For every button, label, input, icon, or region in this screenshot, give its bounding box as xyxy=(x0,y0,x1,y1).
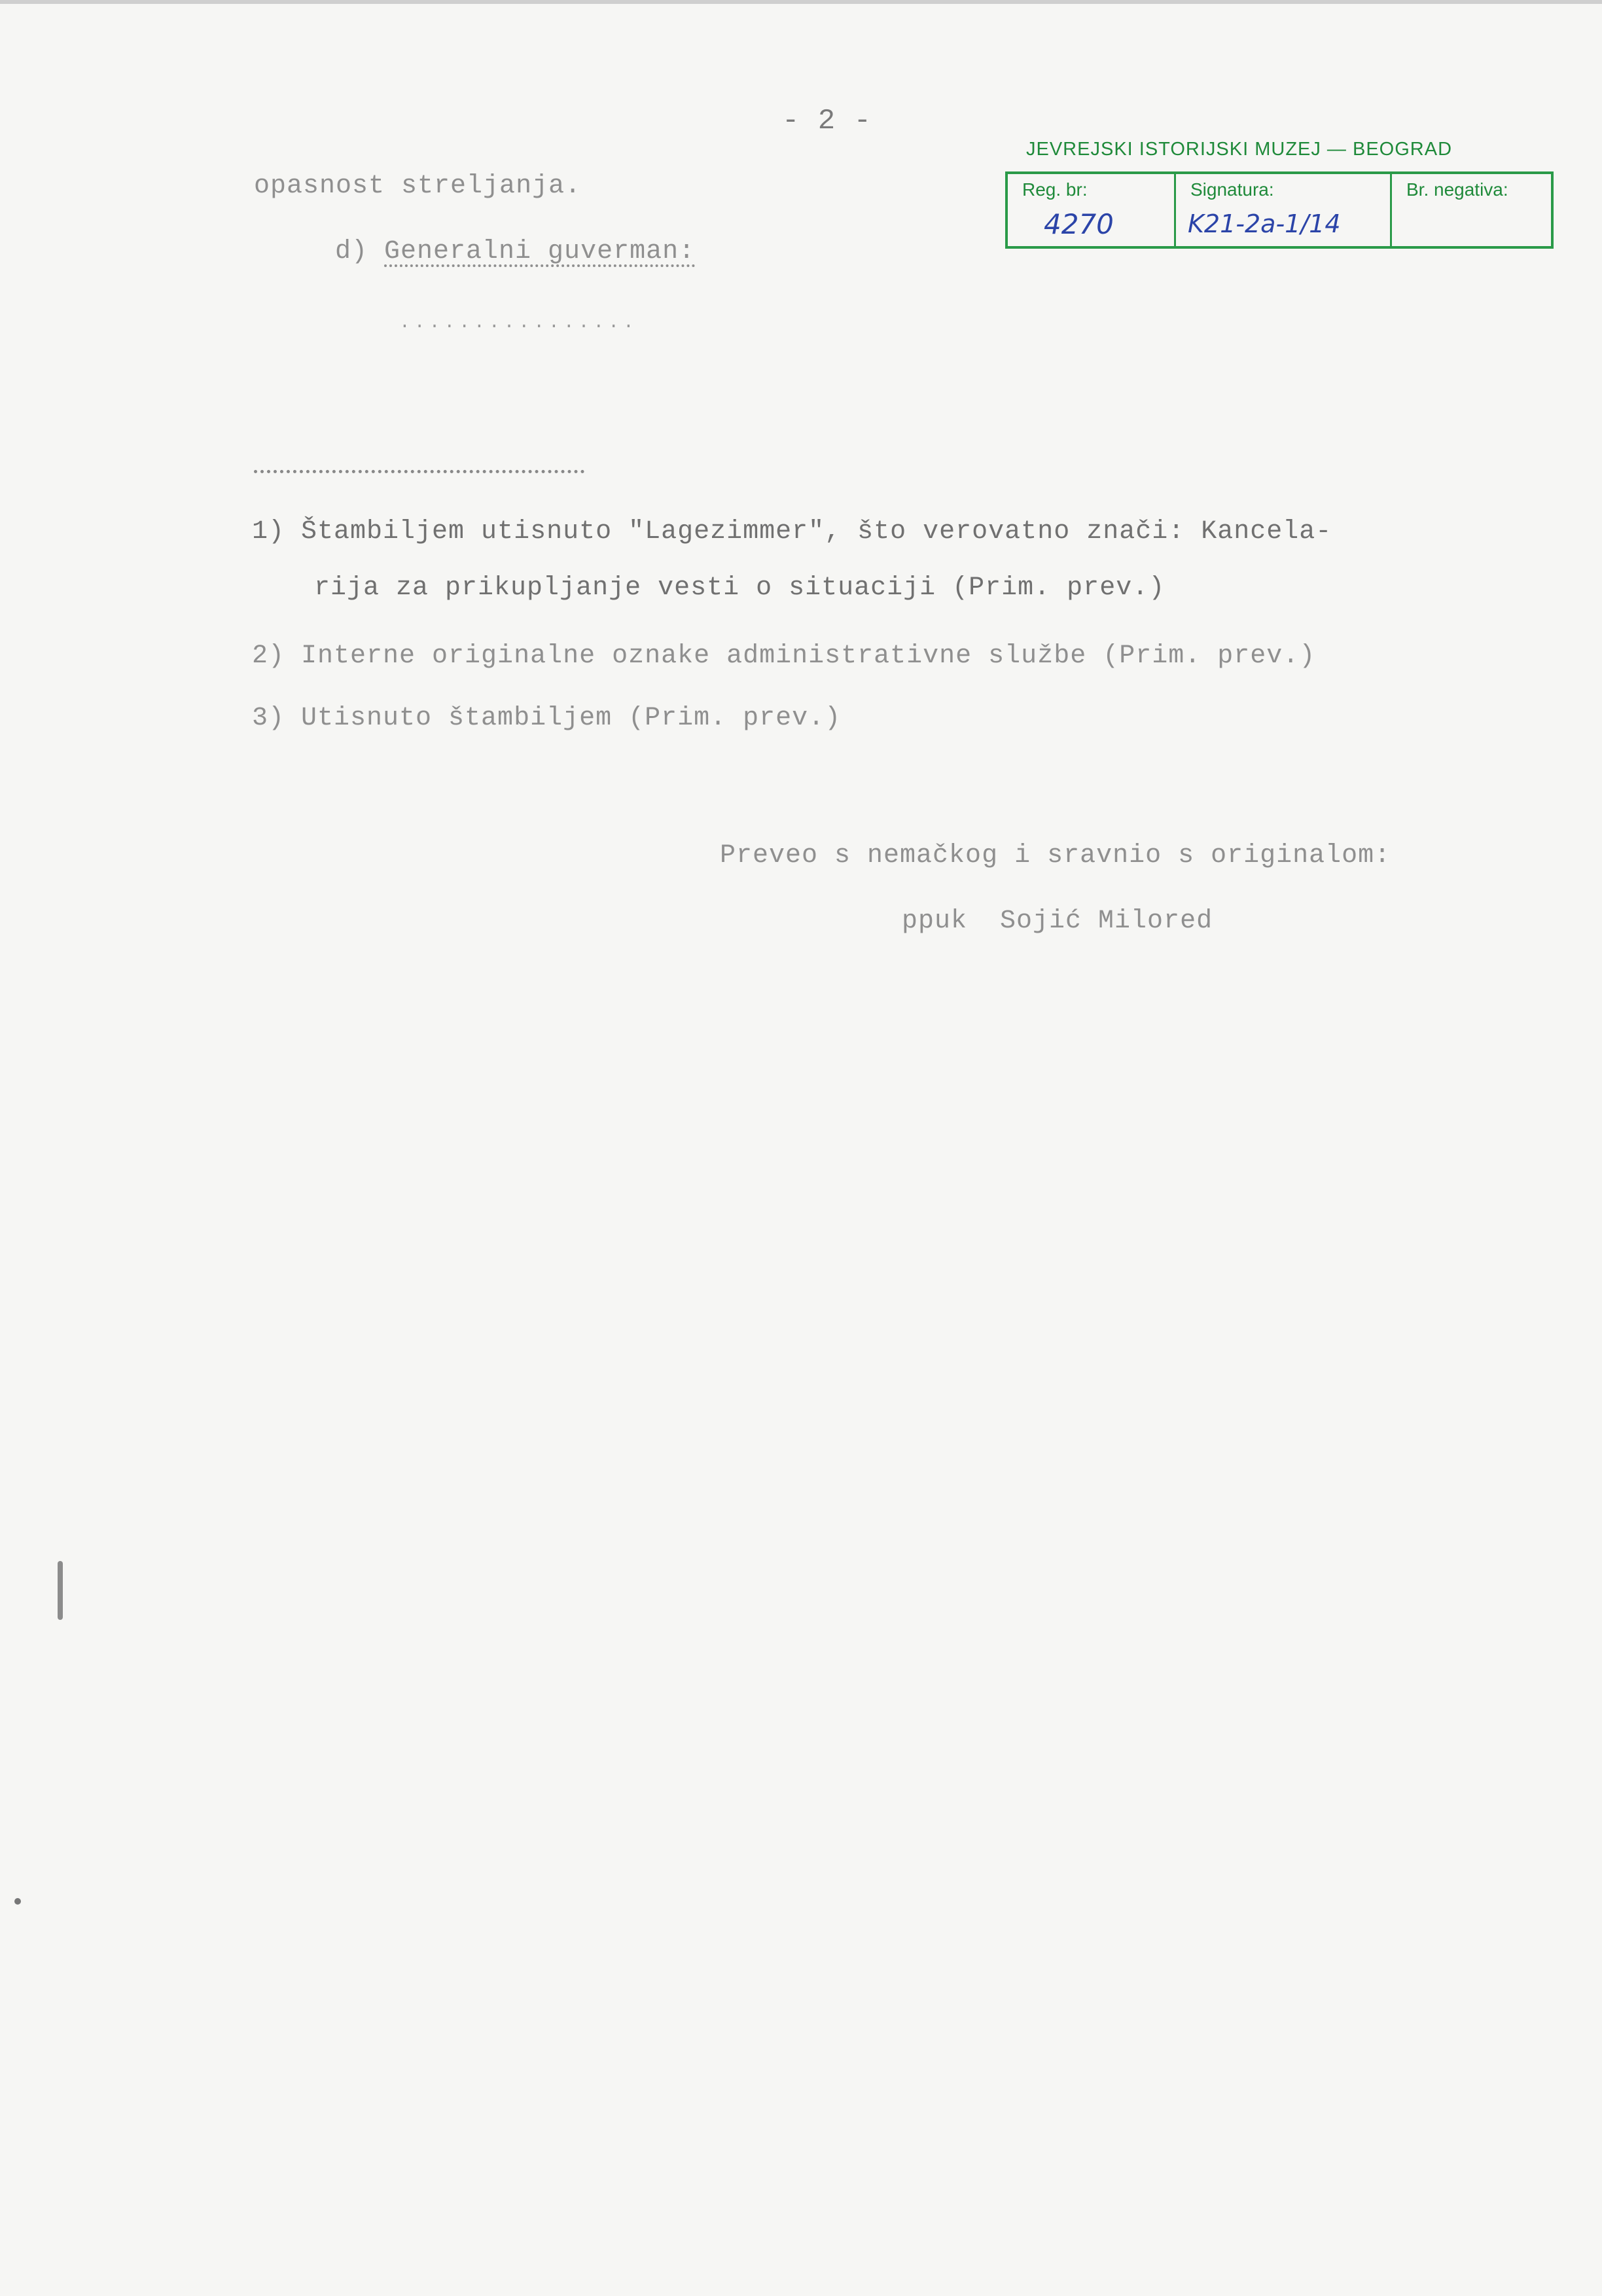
footnote-rule xyxy=(254,470,584,473)
stamp-reg-cell xyxy=(1008,174,1176,246)
translator-name: ppuk Sojić Milored xyxy=(902,906,1213,936)
translator-note: Preveo s nemačkog i sravnio s originalom: xyxy=(720,841,1391,870)
stamp-signature-label: Signatura: xyxy=(1190,179,1274,200)
stamp-signature-value: K21-2a-1/14 xyxy=(1188,209,1341,238)
top-edge-shadow xyxy=(0,0,1602,4)
section-heading-title: Generalni guverman: xyxy=(384,237,696,266)
dotted-separator: ................ xyxy=(399,313,638,333)
museum-stamp xyxy=(1005,171,1554,249)
margin-speck xyxy=(14,1898,21,1905)
stamp-reg-label: Reg. br: xyxy=(1022,179,1088,200)
footnote-2: 2) Interne originalne oznake administrativne službe (Prim. prev.) xyxy=(252,641,1316,671)
page-number: - 2 - xyxy=(782,105,872,137)
stamp-signature-cell xyxy=(1176,174,1392,246)
section-heading-prefix: d) xyxy=(335,237,385,266)
stamp-negative-label: Br. negativa: xyxy=(1406,179,1508,200)
footnote-1-line-2: rija za prikupljanje vesti o situaciji (Prim. prev.) xyxy=(314,573,1166,603)
stamp-negative-cell xyxy=(1392,174,1551,246)
text-line-1: opasnost streljanja. xyxy=(254,171,582,201)
section-heading xyxy=(335,237,695,266)
footnote-1-line-1: 1) Štambiljem utisnuto "Lagezimmer", što verovatno znači: Kancela- xyxy=(252,517,1332,547)
stamp-reg-value: 4270 xyxy=(1044,208,1114,240)
museum-stamp-title: JEVREJSKI ISTORIJSKI MUZEJ — BEOGRAD xyxy=(1026,139,1453,160)
binding-hole-mark xyxy=(58,1561,63,1620)
footnote-3: 3) Utisnuto štambiljem (Prim. prev.) xyxy=(252,704,842,733)
